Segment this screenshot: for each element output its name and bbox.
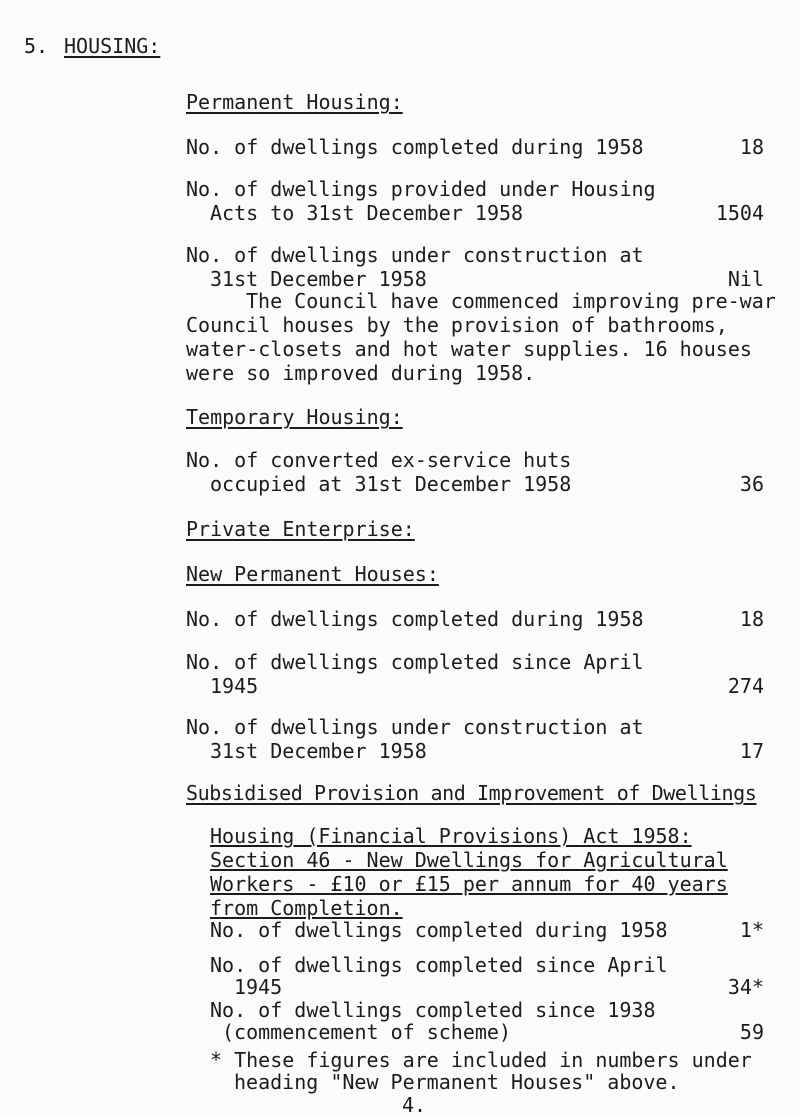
permanent-row-2-text-cont: Acts to 31st December 1958 — [210, 201, 524, 225]
subsidised-row-1-text: No. of dwellings completed during 1958 — [210, 918, 668, 942]
subsidised-row-3-text-cont: (commencement of scheme) — [222, 1020, 511, 1044]
private-enterprise-heading: Private Enterprise: — [186, 517, 415, 541]
permanent-row-3-text-cont: 31st December 1958 — [210, 267, 427, 291]
private-row-3-text-cont: 31st December 1958 — [210, 739, 427, 763]
permanent-row-3-text: No. of dwellings under construction at — [186, 243, 644, 267]
section-number: 5. — [24, 34, 49, 58]
subsidised-row-1-value: 1* — [739, 918, 764, 942]
private-row-3-text: No. of dwellings under construction at — [186, 715, 644, 739]
permanent-row-1-value: 18 — [739, 135, 764, 159]
act-line-3: Workers - £10 or £15 per annum for 40 years — [210, 872, 728, 896]
temporary-housing-heading: Temporary Housing: — [186, 405, 403, 429]
temporary-row-1-text: No. of converted ex-service huts — [186, 448, 572, 472]
act-line-2: Section 46 - New Dwellings for Agricultural — [210, 848, 728, 872]
private-row-1-value: 18 — [739, 607, 764, 631]
permanent-row-2-value: 1504 — [715, 201, 764, 225]
private-row-1-text: No. of dwellings completed during 1958 — [186, 607, 644, 631]
page-number: 4. — [402, 1093, 427, 1117]
subsidised-row-3-value: 59 — [739, 1020, 764, 1044]
footnote-line-2: heading "New Permanent Houses" above. — [234, 1070, 680, 1094]
permanent-housing-heading: Permanent Housing: — [186, 90, 403, 114]
private-row-3-value: 17 — [739, 739, 764, 763]
paragraph-line-3: water-closets and hot water supplies. 16 houses — [186, 337, 752, 361]
subsidised-heading: Subsidised Provision and Improvement of Dwellings — [186, 781, 757, 805]
act-line-4: from Completion. — [210, 896, 403, 920]
act-line-1: Housing (Financial Provisions) Act 1958: — [210, 824, 692, 848]
private-row-2-value: 274 — [727, 674, 764, 698]
temporary-row-1-value: 36 — [739, 472, 764, 496]
temporary-row-1-text-cont: occupied at 31st December 1958 — [210, 472, 572, 496]
subsidised-row-3-text: No. of dwellings completed since 1938 — [210, 998, 656, 1022]
permanent-row-3-value: Nil — [727, 267, 764, 291]
footnote-line-1: * These figures are included in numbers under — [210, 1048, 752, 1072]
paragraph-line-4: were so improved during 1958. — [186, 361, 536, 385]
section-heading: HOUSING: — [64, 34, 161, 58]
permanent-row-1-text: No. of dwellings completed during 1958 — [186, 135, 644, 159]
permanent-row-2-text: No. of dwellings provided under Housing — [186, 177, 656, 201]
subsidised-row-2-value: 34* — [727, 975, 764, 999]
private-row-2-text: No. of dwellings completed since April — [186, 650, 644, 674]
new-permanent-houses-heading: New Permanent Houses: — [186, 562, 439, 586]
paragraph-line-2: Council houses by the provision of bathrooms, — [186, 313, 728, 337]
subsidised-row-2-text-cont: 1945 — [234, 975, 283, 999]
paragraph-line-1: The Council have commenced improving pre-war — [246, 289, 776, 313]
private-row-2-text-cont: 1945 — [210, 674, 259, 698]
subsidised-row-2-text: No. of dwellings completed since April — [210, 953, 668, 977]
